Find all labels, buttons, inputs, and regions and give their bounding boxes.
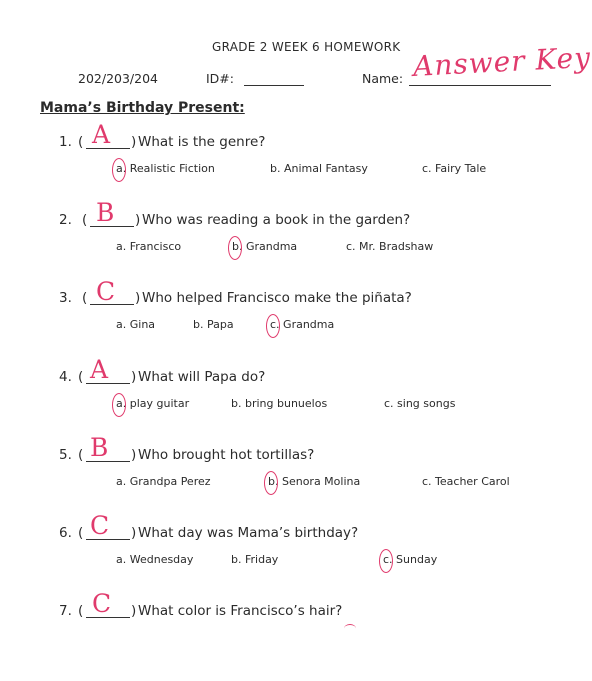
question-1 [0,120,555,212]
answer-option: c. sing songs [384,397,456,410]
open-paren: ( [78,447,84,463]
open-paren: ( [82,290,88,306]
answer-option: a. Francisco [116,240,182,253]
answer-option: b. Papa [193,318,234,331]
answer-option: b. Senora Molina [268,475,361,488]
answer-option: b. Grandma [232,240,298,253]
open-paren: ( [78,369,84,385]
question-2 [0,198,555,290]
close-paren: ) [131,369,137,385]
answer-circle [228,236,242,260]
answer-circle [379,549,393,573]
handwritten-answer: A [90,355,109,384]
question-number: 4. [59,369,72,385]
handwritten-answer: B [90,433,109,462]
open-paren: ( [78,134,84,150]
red-mark [344,624,356,633]
class-numbers: 202/203/204 [78,71,158,86]
answer-circle [264,471,278,495]
story-title: Mama’s Birthday Present: [40,100,245,116]
answer-circle [266,314,280,338]
answer-option: a. Grandpa Perez [116,475,211,488]
question-text: Who brought hot tortillas? [138,447,315,463]
question-text: Who helped Francisco make the piñata? [142,290,412,306]
close-paren: ) [135,212,141,228]
answer-option: c. Teacher Carol [422,475,510,488]
question-number: 6. [59,525,72,541]
handwritten-answer: C [90,511,110,540]
handwritten-answer: C [96,277,116,306]
answer-option: a. Wednesday [116,553,194,566]
question-number: 3. [59,290,72,306]
question-5 [0,433,555,525]
open-paren: ( [78,525,84,541]
question-number: 5. [59,447,72,463]
question-number: 2. [59,212,72,228]
question-4 [0,355,555,447]
question-3 [0,277,555,368]
answer-circle [112,393,126,417]
answer-option: c. Mr. Bradshaw [346,240,434,253]
question-text: Who was reading a book in the garden? [142,212,411,228]
answer-option: a. Realistic Fiction [116,162,215,175]
answer-option: b. Friday [231,553,279,566]
question-number: 7. [59,603,72,619]
handwritten-answer: C [92,589,112,618]
name-label: Name: [362,71,404,86]
answer-option: c. Fairy Tale [422,162,487,175]
answer-option: c. Sunday [383,553,438,566]
open-paren: ( [82,212,88,228]
close-paren: ) [131,603,137,619]
question-6 [0,511,555,603]
question-text: What day was Mama’s birthday? [138,525,359,541]
close-paren: ) [131,447,137,463]
handwritten-answer: A [92,120,111,149]
close-paren: ) [131,525,137,541]
question-text: What will Papa do? [138,369,266,385]
close-paren: ) [135,290,141,306]
name-field-line [409,85,551,86]
question-7 [0,589,555,681]
question-text: What is the genre? [138,134,266,150]
open-paren: ( [78,603,84,619]
handwritten-name: Answer Key [412,40,592,83]
question-text: What color is Francisco’s hair? [138,603,343,619]
answer-option: b. bring bunuelos [231,397,328,410]
close-paren: ) [131,134,137,150]
answer-option: b. Animal Fantasy [270,162,368,175]
handwritten-answer: B [96,198,115,227]
answer-option: c. Grandma [270,318,335,331]
question-number: 1. [59,134,72,150]
answer-circle [112,158,126,182]
worksheet-title: GRADE 2 WEEK 6 HOMEWORK [212,40,401,54]
answer-option: a. play guitar [116,397,190,410]
answer-option: a. Gina [116,318,156,331]
id-label: ID#: [206,71,234,86]
id-field-line [244,85,304,86]
